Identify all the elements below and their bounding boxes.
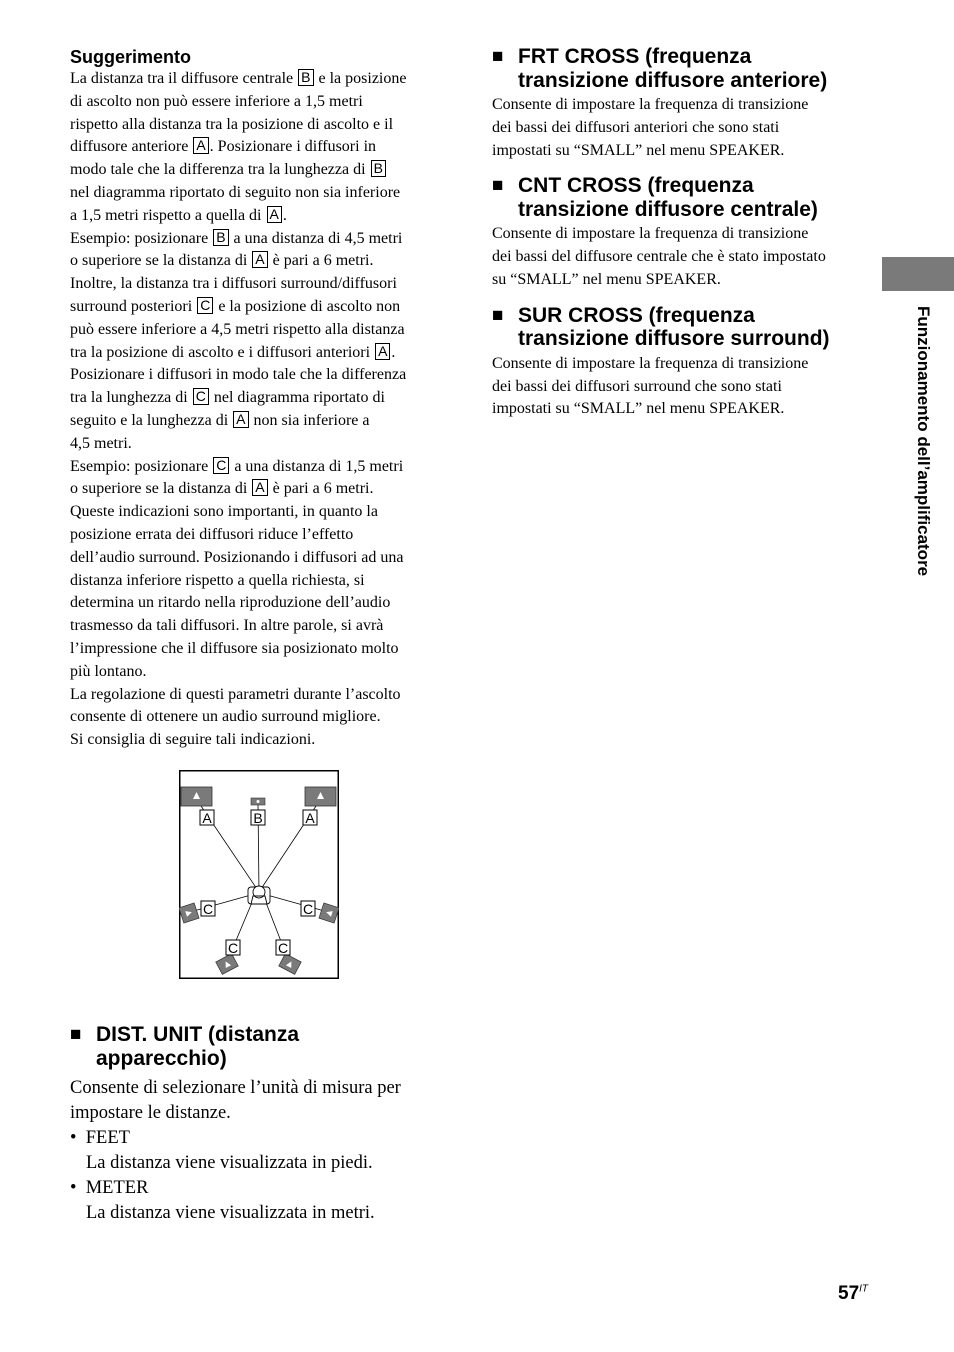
tip-line <box>70 592 450 615</box>
tip-text: Inoltre, la distanza tra i diffusori surround/diffusori <box>70 275 397 293</box>
dist-unit-section <box>70 1023 460 1226</box>
page-number <box>838 1283 868 1305</box>
front-right-speaker-icon <box>305 787 336 806</box>
frt-cross-section <box>492 45 877 162</box>
boxed-label: B <box>213 229 228 246</box>
label-b: B <box>253 810 263 826</box>
chapter-title: Funzionamento dell’amplificatore <box>914 306 933 577</box>
boxed-label: A <box>375 343 390 360</box>
tip-line <box>70 456 450 479</box>
speaker-placement-diagram <box>179 770 339 979</box>
cnt-cross-heading-line2: transizione diffusore centrale) <box>518 197 818 221</box>
cnt-cross-section <box>492 174 877 291</box>
tip-line <box>70 706 450 729</box>
tip-text: e la posizione di ascolto non <box>214 297 401 315</box>
tip-text: surround posteriori <box>70 297 197 315</box>
sur-cross-section <box>492 304 877 421</box>
boxed-label: A <box>252 479 267 496</box>
tip-line <box>70 661 450 684</box>
dist-unit-intro-line2: impostare le distanze. <box>70 1103 231 1123</box>
tip-text: tra la lunghezza di <box>70 389 192 407</box>
dist-unit-heading <box>70 1023 460 1070</box>
tip-text: . <box>391 343 396 361</box>
tip-line <box>70 205 450 228</box>
tip-section <box>70 46 450 752</box>
tip-text: non sia inferiore a <box>249 411 370 429</box>
cnt-cross-text-line: dei bassi del diffusore centrale che è stato impostato <box>492 248 826 266</box>
tip-text: può essere inferiore a 4,5 metri rispetto alla distanza <box>70 320 405 338</box>
boxed-label: C <box>213 457 229 474</box>
section-marker-icon: ■ <box>492 175 504 197</box>
tip-line <box>70 729 450 752</box>
boxed-label: B <box>371 160 386 177</box>
tip-text: distanza inferiore rispetto a quella richiesta, si <box>70 571 365 589</box>
frt-cross-text-line: Consente di impostare la frequenza di transizione <box>492 96 809 113</box>
tip-line <box>70 684 450 707</box>
label-a-right: A <box>305 810 315 826</box>
tip-text: è pari a 6 metri. <box>268 480 374 498</box>
tip-text: di ascolto non può essere inferiore a 1,5 metri <box>70 92 363 110</box>
tip-text: o superiore se la distanza di <box>70 480 252 498</box>
tip-text: e la posizione <box>314 70 407 87</box>
boxed-label: C <box>197 297 213 314</box>
tip-text: dell’audio surround. Posizionando i diffusori ad una <box>70 548 404 566</box>
tip-heading: Suggerimento <box>70 47 192 67</box>
sur-cross-text-line: impostati su “SMALL” nel menu SPEAKER. <box>492 400 785 418</box>
boxed-label: A <box>252 251 267 268</box>
tip-line <box>70 68 450 91</box>
sur-cross-heading-line1: SUR CROSS (frequenza <box>518 303 755 327</box>
chapter-tab <box>882 257 954 291</box>
cnt-cross-text-line: su “SMALL” nel menu SPEAKER. <box>492 270 721 288</box>
tip-line <box>70 228 450 251</box>
tip-text: diffusore anteriore <box>70 138 193 156</box>
tip-text: determina un ritardo nella riproduzione dell’audio <box>70 594 391 612</box>
tip-line <box>70 273 450 296</box>
tip-line <box>70 342 450 365</box>
tip-line <box>70 296 450 319</box>
option-meter-desc: La distanza viene visualizzata in metri. <box>86 1203 375 1223</box>
page-number-value: 57 <box>838 1283 860 1304</box>
sur-cross-heading <box>492 304 877 351</box>
tip-text: Esempio: posizionare <box>70 457 213 475</box>
tip-text: La distanza tra il diffusore centrale <box>70 70 298 87</box>
cnt-cross-heading <box>492 174 877 221</box>
tip-line <box>70 114 450 137</box>
tip-line <box>70 501 450 524</box>
frt-cross-text-line: dei bassi dei diffusori anteriori che sono stati <box>492 118 780 136</box>
tip-text: Posizionare i diffusori in modo tale che la differenza <box>70 366 407 384</box>
tip-text: modo tale che la differenza tra la lunghezza di <box>70 161 370 179</box>
section-marker-icon: ■ <box>492 304 504 326</box>
boxed-label: A <box>193 137 208 154</box>
label-c-right: C <box>302 901 314 917</box>
tip-text: Si consiglia di seguire tali indicazioni. <box>70 731 316 749</box>
sur-cross-heading-line2: transizione diffusore surround) <box>518 327 830 351</box>
tip-line <box>70 182 450 205</box>
tip-text: trasmesso da tali diffusori. In altre parole, si avrà <box>70 617 384 635</box>
tip-line <box>70 319 450 342</box>
tip-line <box>70 638 450 661</box>
tip-text: a una distanza di 1,5 metri <box>230 457 404 475</box>
tip-text: a 1,5 metri rispetto a quella di <box>70 206 266 224</box>
tip-body <box>70 68 450 752</box>
option-feet: • FEET <box>70 1128 130 1148</box>
dist-unit-heading-line2: apparecchio) <box>96 1046 227 1070</box>
dist-unit-heading-line1: DIST. UNIT (distanza <box>96 1023 300 1046</box>
option-meter-label: METER <box>85 1178 149 1198</box>
tip-line <box>70 387 450 410</box>
sur-cross-text-line: dei bassi dei diffusori surround che sono stati <box>492 377 782 395</box>
tip-text: più lontano. <box>70 662 147 680</box>
tip-text: a una distanza di 4,5 metri <box>229 229 403 247</box>
label-c-back-left: C <box>227 940 239 956</box>
tip-text: consente di ottenere un audio surround migliore. <box>70 708 381 726</box>
listener-icon <box>248 886 270 904</box>
sur-cross-text-line: Consente di impostare la frequenza di transizione <box>492 354 809 372</box>
frt-cross-heading-line1: FRT CROSS (frequenza <box>518 45 752 68</box>
label-c-left: C <box>202 901 214 917</box>
option-meter: • METER <box>70 1178 149 1198</box>
tip-line <box>70 410 450 433</box>
tip-text: 4,5 metri. <box>70 434 132 452</box>
frt-cross-text-line: impostati su “SMALL” nel menu SPEAKER. <box>492 141 785 159</box>
tip-text: Esempio: posizionare <box>70 229 213 247</box>
tip-line <box>70 159 450 182</box>
center-speaker-icon <box>251 798 265 805</box>
section-marker-icon: ■ <box>492 46 504 67</box>
tip-text: . Posizionare i diffusori in <box>209 138 377 156</box>
tip-text: rispetto alla distanza tra la posizione di ascolto e il <box>70 115 394 133</box>
boxed-label: A <box>267 206 282 223</box>
tip-text: tra la posizione di ascolto e i diffusori anteriori <box>70 343 375 361</box>
cnt-cross-heading-line1: CNT CROSS (frequenza <box>518 174 754 198</box>
tip-text: posizione errata dei diffusori riduce l’effetto <box>70 525 354 543</box>
tip-text: nel diagramma riportato di seguito non sia inferiore <box>70 183 401 201</box>
tip-text: è pari a 6 metri. <box>268 252 374 270</box>
label-a-left: A <box>202 810 212 826</box>
tip-line <box>70 91 450 114</box>
tip-text: La regolazione di questi parametri durante l’ascolto <box>70 685 401 703</box>
frt-cross-heading-line2: transizione diffusore anteriore) <box>518 68 828 92</box>
option-feet-desc: La distanza viene visualizzata in piedi. <box>86 1153 373 1173</box>
boxed-label: A <box>233 411 248 428</box>
crossover-sections <box>492 45 877 433</box>
front-left-speaker-icon <box>181 787 212 806</box>
tip-text: o superiore se la distanza di <box>70 252 252 270</box>
tip-line <box>70 364 450 387</box>
tip-line <box>70 615 450 638</box>
tip-line <box>70 250 450 273</box>
tip-text: seguito e la lunghezza di <box>70 411 233 429</box>
frt-cross-heading <box>492 45 877 92</box>
tip-line <box>70 136 450 159</box>
boxed-label: B <box>298 69 313 86</box>
cnt-cross-text-line: Consente di impostare la frequenza di transizione <box>492 225 809 243</box>
label-c-back-right: C <box>277 940 289 956</box>
tip-line <box>70 478 450 501</box>
tip-text: Queste indicazioni sono importanti, in quanto la <box>70 503 378 521</box>
section-marker-icon: ■ <box>70 1024 82 1045</box>
tip-text: nel diagramma riportato di <box>209 389 385 407</box>
boxed-label: C <box>193 388 209 405</box>
dist-unit-intro-line1: Consente di selezionare l’unità di misura per <box>70 1078 401 1098</box>
tip-line <box>70 524 450 547</box>
tip-line <box>70 433 450 456</box>
tip-text: l’impressione che il diffusore sia posizionato molto <box>70 639 399 657</box>
tip-text: . <box>282 206 287 224</box>
tip-line <box>70 570 450 593</box>
tip-line <box>70 547 450 570</box>
page-number-suffix: IT <box>859 1283 869 1295</box>
option-feet-label: FEET <box>85 1128 130 1148</box>
